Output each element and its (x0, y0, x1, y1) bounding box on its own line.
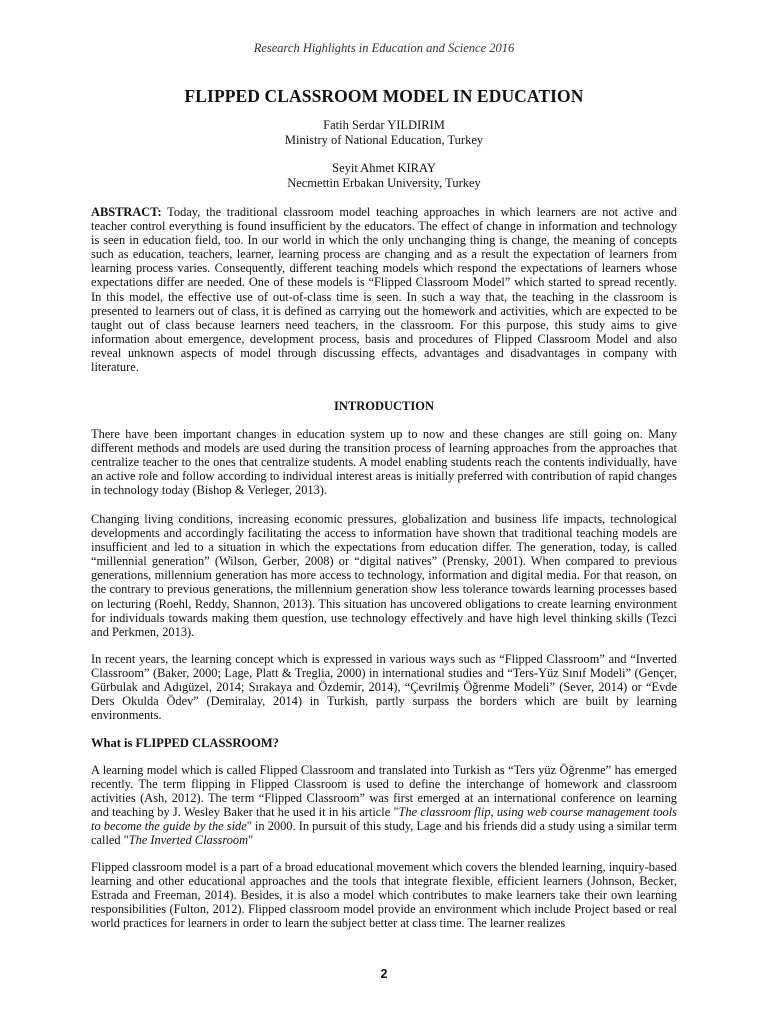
author-affiliation: Ministry of National Education, Turkey (284, 133, 484, 147)
author-name: Fatih Serdar YILDIRIM (323, 118, 445, 132)
paragraph-text: Changing living conditions, increasing economic pressures, globalization and business life impacts, technological developments and accordingly facilitating the access to information have shown that traditional teaching models are insufficient and led to a situation in which the expectations from education differ. The generation, today, is called “millennial generation” (Wilson, Gerber, 2008) or “digital natives” (Prensky, 2001). When compared to previous generations, millennium generation has more access to technology, information and digital media. For that reason, on the contrary to previous generations, the millennium generation show less tolerance towards learning processes based on lecturing (Roehl, Reddy, Shannon, 2013). This situation has uncovered obligations to create learning environment for individuals towards making them question, use technology effectively and have high level thinking skills (Tezci and Perkmen, 2013). (91, 512, 677, 639)
article-title: The classroom flip, using web course management tools to become the guide by the side (91, 805, 677, 834)
paragraph (91, 860, 677, 930)
paragraph-text: In recent years, the learning concept which is expressed in various ways such as “Flipped Classroom” and “Inverted Classroom” (Baker, 2000; Lage, Platt & Treglia, 2000) in international studies and “Ters-Yüz Sınıf Modeli” (Gençer, Gürbulak and Adıgüzel, 2014; Sırakaya and Özdemir, 2014), “Çevrilmiş Öğrenme Modeli” (Sever, 2014) or “Evde Ders Okulda Ödev” (Demiralay, 2014) in Turkish, partly surpass the borders which are built by learning environments. (91, 652, 677, 723)
paragraph (91, 652, 677, 722)
paragraph-text: There have been important changes in education system up to now and these changes are still going on. Many different methods and models are used during the transition process of learning approaches from the approaches that centralize teacher to the ones that centralize students. A model enabling students reach the contents individually, have an active role and follow according to individual interest areas is initially preferred with contribution of rapid changes in technology today (Bishop & Verleger, 2013). (91, 427, 677, 498)
article-title: The Inverted Classroom (128, 833, 249, 848)
paper-title: FLIPPED CLASSROOM MODEL IN EDUCATION (184, 86, 584, 106)
subsection-heading: What is FLIPPED CLASSROOM? (91, 736, 279, 750)
page-number: 2 (380, 967, 388, 981)
paragraph (91, 512, 677, 639)
paragraph-text: Flipped classroom model is a part of a broad educational movement which covers the blended learning, inquiry-based learning and other educational approaches and the tools that integrate flexible, efficient learners (Johnson, Becker, Estrada and Freeman, 2014). Besides, it is also a model which contributes to make learners take their own learning responsibilities (Fulton, 2012). Flipped classroom model provide an environment which include Project based or real world practices for learners in order to learn the subject better at class time. The learner realizes (91, 860, 677, 931)
paragraph (91, 763, 677, 848)
running-header: Research Highlights in Education and Science 2016 (253, 41, 515, 55)
paragraph-text: A learning model which is called Flipped Classroom and translated into Turkish as “Ters yüz Öğrenme” has emerged recently. The term flipping in Flipped Classroom is used to define the interchange of homework and classroom activities (Ash, 2012). The term “Flipped Classroom” was first emerged at an international conference on learning and teaching by J. Wesley Baker that he used it in his article " (91, 763, 677, 820)
author-name: Seyit Ahmet KIRAY (332, 161, 436, 175)
author-affiliation: Necmettin Erbakan University, Turkey (287, 176, 481, 190)
paragraph-text: " in 2000. In pursuit of this study, Lage and his friends did a study using a similar term called " (91, 819, 677, 848)
section-heading-introduction: INTRODUCTION (333, 399, 434, 413)
paragraph-text: " (248, 833, 254, 848)
paragraph (91, 427, 677, 497)
abstract-label: ABSTRACT: (91, 205, 162, 219)
abstract-text: Today, the traditional classroom model teaching approaches in which learners are not active and teacher control everything is found insufficient by the educators. The effect of change in information and technology is seen in education field, too. In our world in which the only unchanging thing is change, the meaning of concepts such as education, teachers, learner, learning process are changing and as a result the expectation of learners from learning process varies. Consequently, different teaching models which respond the expectations of learners whose expectations differ are needed. One of these models is “Flipped Classroom Model” which started to spread recently. In this model, the effective use of out-of-class time is seen. In such a way that, the teaching in the classroom is presented to learners out of class, it is defined as carrying out the homework and activities, which are expected to be taught out of class because learners need teachers, in the classroom. For this purpose, this study aims to give information about emergence, development process, basis and procedures of Flipped Classroom Model and also reveal unknown aspects of model through discussing effects, advantages and disadvantages in company with literature. (91, 205, 677, 375)
abstract (91, 205, 677, 374)
